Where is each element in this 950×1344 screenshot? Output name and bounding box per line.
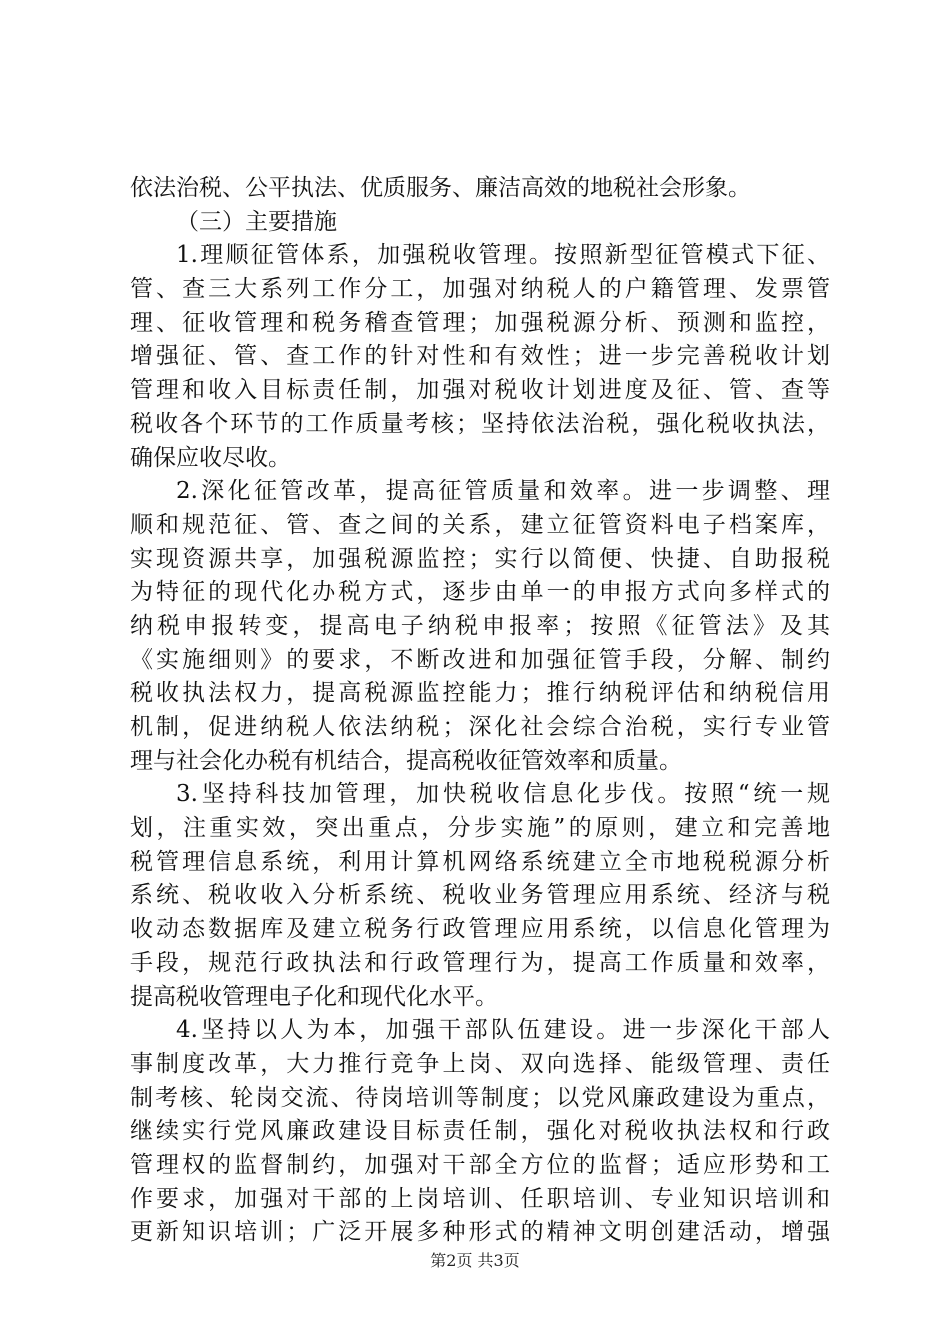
text-line: 2.深化征管改革，提高征管质量和效率。进一步调整、理 [176,478,830,505]
document-body [130,172,830,1250]
text-line: 作要求，加强对干部的上岗培训、任职培训、专业知识培训和 [130,1185,830,1212]
text-line: 税收执法权力，提高税源监控能力；推行纳税评估和纳税信用 [130,680,830,707]
text-line: 继续实行党风廉政建设目标责任制，强化对税收执法权和行政 [130,1118,830,1145]
text-line: 提高税收管理电子化和现代化水平。 [130,983,498,1010]
text-line: 管理权的监督制约，加强对干部全方位的监督；适应形势和工 [130,1151,830,1178]
text-line: 收动态数据库及建立税务行政管理应用系统，以信息化管理为 [130,916,830,943]
text-line: 3.坚持科技加管理，加快税收信息化步伐。按照“统一规 [176,781,830,808]
text-line: 理、征收管理和税务稽查管理；加强税源分析、预测和监控， [130,309,830,336]
text-line: 理与社会化办税有机结合，提高税收征管效率和质量。 [130,747,682,774]
page-number-footer: 第2页 共3页 [430,1251,520,1270]
text-line: 划，注重实效，突出重点，分步实施”的原则，建立和完善地 [130,815,830,842]
text-line: 制考核、轮岗交流、待岗培训等制度；以党风廉政建设为重点， [130,1084,830,1111]
text-line: 1.理顺征管体系，加强税收管理。按照新型征管模式下征、 [176,242,830,269]
text-line: 管理和收入目标责任制，加强对税收计划进度及征、管、查等 [130,377,830,404]
text-line: 税管理信息系统，利用计算机网络系统建立全市地税税源分析 [130,848,830,875]
text-line: 税收各个环节的工作质量考核；坚持依法治税，强化税收执法， [130,410,830,437]
text-line: 增强征、管、查工作的针对性和有效性；进一步完善税收计划 [130,343,830,370]
text-line: 管、查三大系列工作分工，加强对纳税人的户籍管理、发票管 [130,276,830,303]
text-line: 纳税申报转变，提高电子纳税申报率；按照《征管法》及其 [130,612,830,639]
text-line: 确保应收尽收。 [130,444,291,471]
text-line: 依法治税、公平执法、优质服务、廉洁高效的地税社会形象。 [130,175,751,201]
text-line: （三）主要措施 [176,208,337,235]
text-line: 4.坚持以人为本，加强干部队伍建设。进一步深化干部人 [176,1017,830,1044]
text-line: 机制，促进纳税人依法纳税；深化社会综合治税，实行专业管 [130,714,830,740]
text-line: 更新知识培训；广泛开展多种形式的精神文明创建活动，增强 [130,1219,830,1246]
text-line: 为特征的现代化办税方式，逐步由单一的申报方式向多样式的 [130,579,830,606]
text-line: 顺和规范征、管、查之间的关系，建立征管资料电子档案库， [130,511,830,538]
text-line: 实现资源共享，加强税源监控；实行以简便、快捷、自助报税 [130,545,830,572]
text-line: 系统、税收收入分析系统、税收业务管理应用系统、经济与税 [130,882,830,909]
text-line: 手段，规范行政执法和行政管理行为，提高工作质量和效率， [130,949,830,976]
text-line: 《实施细则》的要求，不断改进和加强征管手段，分解、制约 [130,646,830,673]
text-line: 事制度改革，大力推行竞争上岗、双向选择、能级管理、责任 [130,1050,830,1077]
